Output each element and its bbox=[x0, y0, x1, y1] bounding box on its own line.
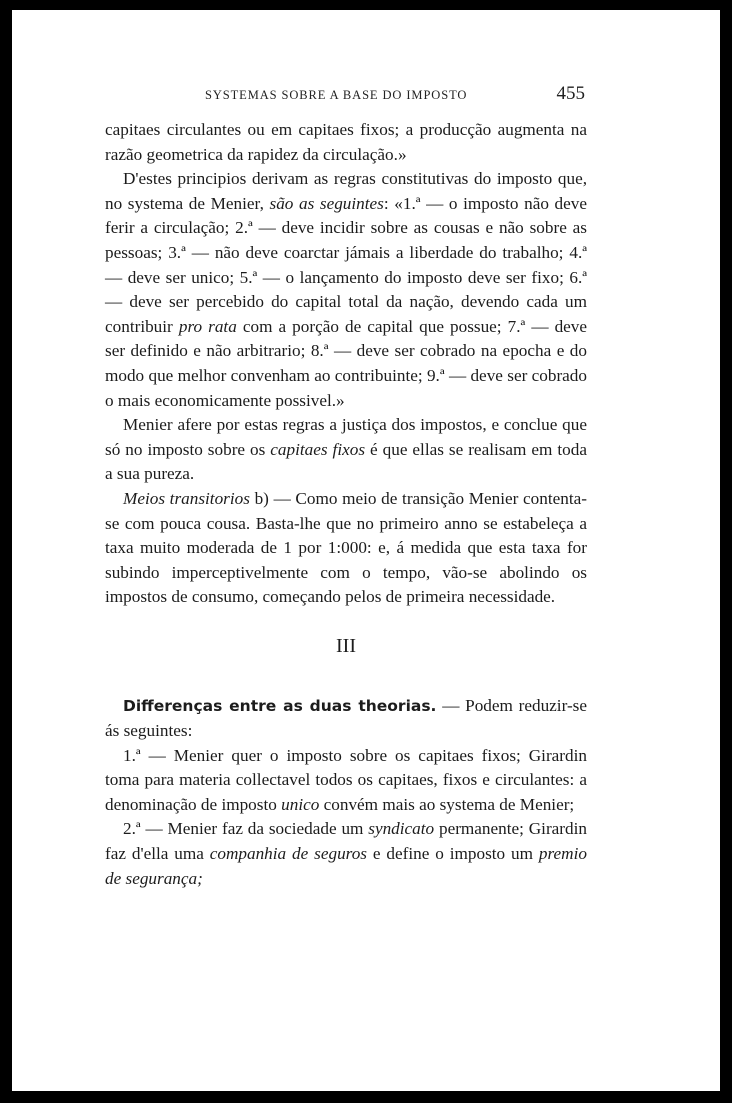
paragraph-2-italic-pro-rata: pro rata bbox=[178, 316, 237, 336]
page-body bbox=[105, 118, 587, 891]
paragraph-1 bbox=[105, 118, 587, 167]
paragraph-7-italic-companhia: companhia de seguros bbox=[209, 844, 367, 864]
paragraph-4 bbox=[105, 487, 587, 610]
paragraph-3-text-c: é que ellas se realisam em toda a sua pureza. bbox=[105, 439, 587, 484]
paragraph-7-text-e: e define o imposto um bbox=[367, 844, 539, 864]
paragraph-2-text-e: com a porção de capital que possue; 7.ª — deve ser definido e não arbitrario; 8.ª — deve ser cobrado na epocha e do modo que melhor convenham ao contribuinte; 9.ª — deve ser cobrado o mais economicamente possivel.» bbox=[105, 316, 588, 410]
paragraph-6 bbox=[105, 744, 587, 818]
paragraph-7-italic-premio: premio de segurança; bbox=[105, 844, 587, 888]
running-title: SYSTEMAS SOBRE A BASE DO IMPOSTO bbox=[205, 88, 468, 102]
paragraph-7-italic-syndicato: syndicato bbox=[368, 819, 435, 839]
paragraph-3-text-a: Menier afere por estas regras a justiça dos impostos, e conclue que só no imposto sobre os bbox=[105, 415, 587, 459]
paragraph-5-text: — Podem reduzir-se ás seguintes: bbox=[105, 696, 587, 741]
paragraph-1-text: capitaes circulantes ou em capitaes fixos; a producção augmenta na razão geometrica da rapidez da circulação.» bbox=[105, 120, 587, 164]
paragraph-2-text-a: D'estes principios derivam as regras constitutivas do imposto que, no systema de Menier, bbox=[105, 169, 587, 213]
paragraph-5 bbox=[105, 694, 587, 743]
paragraph-2 bbox=[105, 167, 587, 413]
paragraph-4-italic-heading: Meios transitorios bbox=[123, 488, 250, 508]
paragraph-6-italic: unico bbox=[281, 794, 320, 814]
page-number: 455 bbox=[556, 83, 585, 104]
paragraph-4-text: b) — Como meio de transição Menier contenta-se com pouca cousa. Basta-lhe que no primeiro anno se estabeleça a taxa muito moderada de 1 por 1:000: e, á medida que esta taxa for subindo imperceptivelmente com o tempo, vão-se abolindo os impostos de consumo, começando pelos de primeira necessidade. bbox=[105, 488, 587, 607]
paragraph-7 bbox=[105, 817, 587, 891]
page-header bbox=[105, 83, 585, 105]
paragraph-6-text-a: 1.ª — Menier quer o imposto sobre os capitaes fixos; Girardin toma para materia collectavel todos os capitaes, fixos e circulantes: a denominação de imposto bbox=[105, 745, 587, 814]
paragraph-3 bbox=[105, 413, 587, 487]
section-number: III bbox=[336, 634, 356, 657]
paragraph-7-text-c: permanente; Girardin faz d'ella uma bbox=[105, 819, 587, 864]
paragraph-2-italic: são as seguintes bbox=[269, 193, 384, 213]
paragraph-3-italic: capitaes fixos bbox=[270, 439, 366, 459]
paragraph-5-bold-heading: Differenças entre as duas theorias. bbox=[123, 697, 437, 716]
paragraph-7-text-a: 2.ª — Menier faz da sociedade um bbox=[123, 819, 369, 839]
paragraph-2-text-c: : «1.ª — o imposto não deve ferir a circulação; 2.ª — deve incidir sobre as cousas e não sobre as pessoas; 3.ª — não deve coarctar jámais a liberdade do trabalho; 4.ª — deve ser unico; 5.ª — o lançamento do imposto deve ser fixo; 6.ª — deve ser percebido do capital total da nação, devendo cada um contribuir bbox=[105, 193, 587, 336]
paragraph-6-text-c: convém mais ao systema de Menier; bbox=[319, 794, 575, 814]
